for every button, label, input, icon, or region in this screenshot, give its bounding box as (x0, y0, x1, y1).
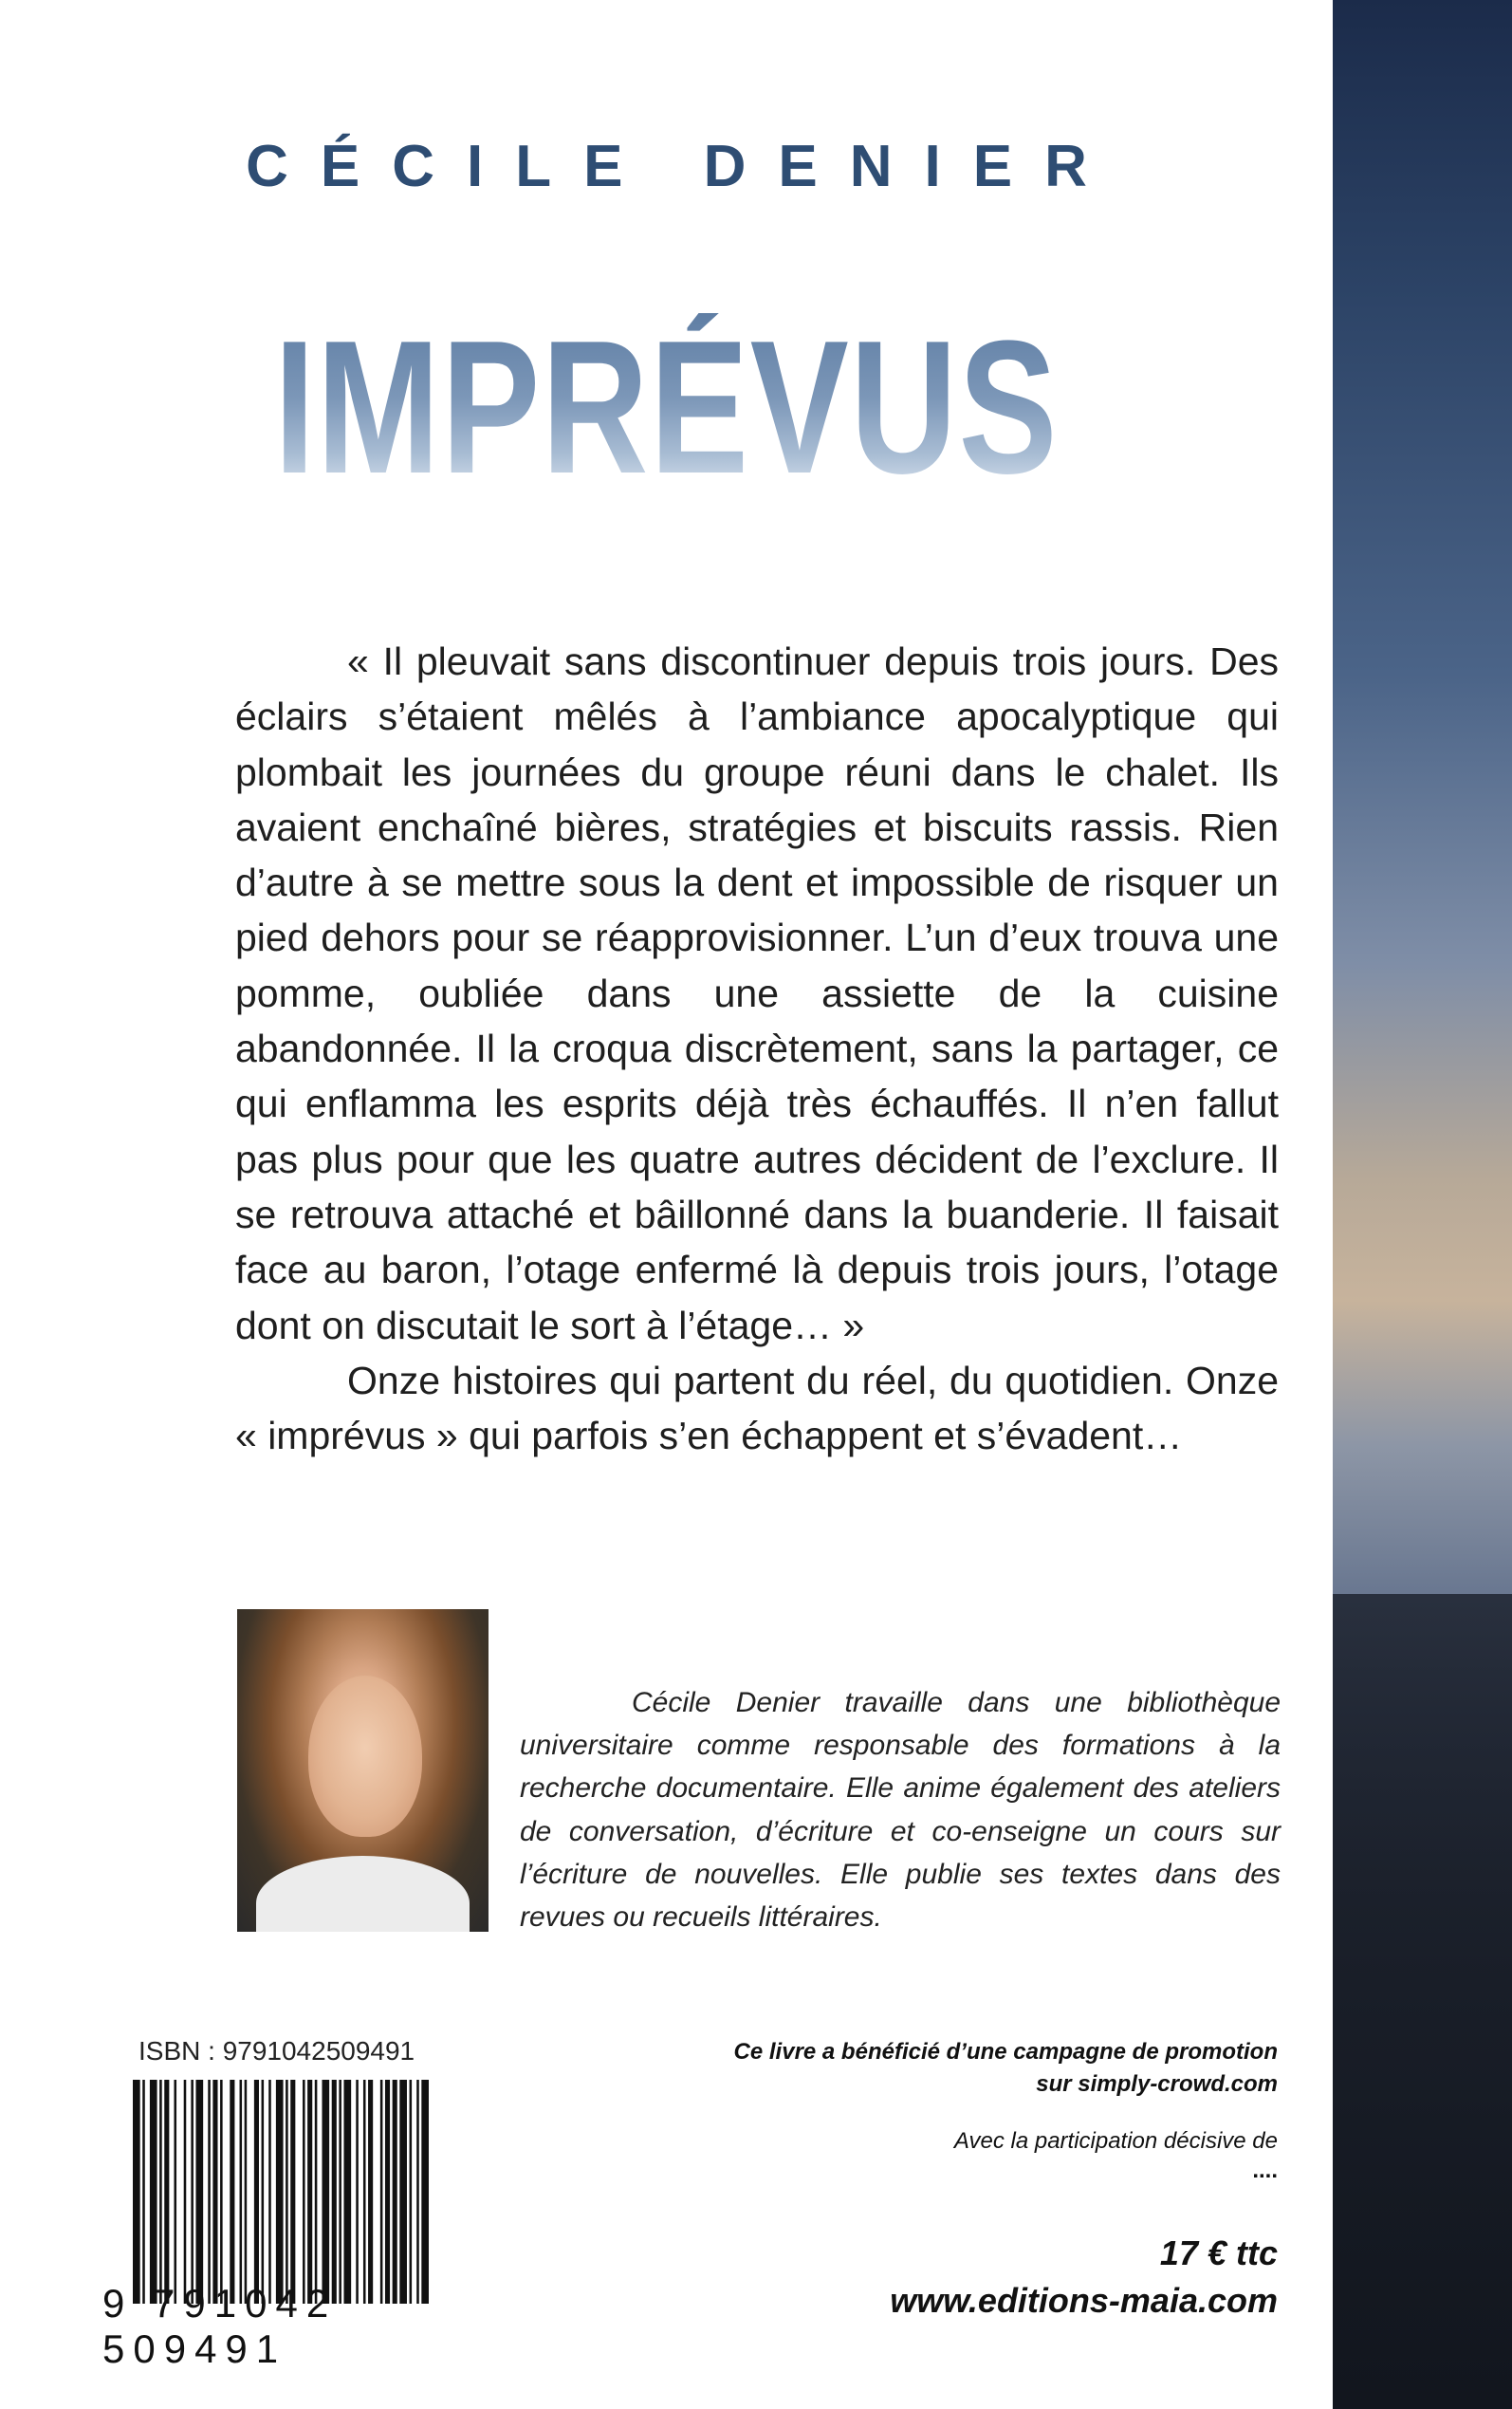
barcode-bar (363, 2080, 366, 2304)
author-photo-face (308, 1676, 422, 1837)
barcode-bar (303, 2080, 305, 2304)
price: 17 € ttc (1159, 2233, 1278, 2272)
book-title: IMPRÉVUS (147, 313, 1187, 503)
barcode-bar (286, 2080, 288, 2304)
promo-line-2: sur simply-crowd.com (1036, 2071, 1278, 2097)
blurb-paragraph-summary: Onze histoires qui partent du réel, du quotidien. Onze « imprévus » qui parfois s’en échappent et s’évadent… (235, 1358, 1279, 1458)
barcode-bar (164, 2080, 169, 2304)
barcode-bar (191, 2080, 194, 2304)
barcode-bar (315, 2080, 318, 2304)
barcode-bar (290, 2080, 295, 2304)
barcode-digits: 9 791042 509491 (102, 2281, 338, 2371)
barcode-bar (220, 2080, 223, 2304)
barcode-bar (240, 2080, 243, 2304)
barcode-bar (268, 2080, 271, 2304)
barcode-bar (142, 2080, 145, 2304)
barcode-bar (416, 2080, 419, 2304)
barcode-bar (356, 2080, 359, 2304)
barcode-bar (245, 2080, 248, 2304)
barcode-bar (368, 2080, 373, 2304)
cover-photo-strip (1333, 0, 1512, 2409)
participation-text: Avec la participation décisive de (953, 2128, 1278, 2154)
isbn-label: ISBN : 9791042509491 (138, 2036, 415, 2066)
author-bio-text: Cécile Denier travaille dans une bibliothèque universitaire comme responsable des formations à la recherche documentaire. Elle anime également des ateliers de conversation, d’écriture et co-enseigne un cours sur l’écriture de nouvelles. Elle publie ses textes dans des revues ou recueils littéraires. (520, 1687, 1281, 1934)
barcode-bar (159, 2080, 162, 2304)
barcode-bar (230, 2080, 234, 2304)
barcode-bar (174, 2080, 176, 2304)
barcode-bar (399, 2080, 407, 2304)
promo-text (614, 2036, 1278, 2101)
barcode-bar (343, 2080, 351, 2304)
author-bio (520, 1681, 1281, 1938)
barcode-bar (184, 2080, 187, 2304)
barcode-bar (150, 2080, 157, 2304)
participation-dots: .... (1252, 2158, 1278, 2183)
barcode-bar (262, 2080, 265, 2304)
barcode-bar (380, 2080, 383, 2304)
barcode-bar (421, 2080, 429, 2304)
barcode-bar (339, 2080, 341, 2304)
blurb (235, 634, 1279, 1463)
barcode-icon (133, 2080, 429, 2304)
barcode-bar (254, 2080, 259, 2304)
barcode-bar (307, 2080, 312, 2304)
barcode-bar (195, 2080, 203, 2304)
mountain-silhouette (1333, 1594, 1512, 2409)
barcode-bar (385, 2080, 390, 2304)
author-photo (237, 1609, 489, 1932)
blurb-paragraph-excerpt: « Il pleuvait sans discontinuer depuis trois jours. Des éclairs s’étaient mêlés à l’ambiance apocalyptique qui plombait les journées du groupe réuni dans le chalet. Ils avaient enchaîné bières, stratégies et biscuits rassis. Rien d’autre à se mettre sous la dent et impossible de risquer un pied dehors pour se réapprovisionner. L’un d’eux trouva une pomme, oubliée dans une assiette de la cuisine abandonnée. Il la croqua discrètement, sans la partager, ce qui enflamma les esprits déjà très échauffés. Il n’en fallut pas plus pour que les quatre autres décident de l’exclure. Il se retrouva attaché et bâillonné dans la buanderie. Il faisait face au baron, l’otage enfermé là depuis trois jours, l’otage dont on discutait le sort à l’étage… » (235, 639, 1279, 1347)
barcode-bar (410, 2080, 413, 2304)
barcode-bar (276, 2080, 284, 2304)
barcode-bar (212, 2080, 217, 2304)
barcode-bar (332, 2080, 337, 2304)
barcode-bar (133, 2080, 140, 2304)
author-photo-shirt (256, 1856, 470, 1932)
publisher-website: www.editions-maia.com (890, 2281, 1278, 2320)
barcode-bar (393, 2080, 397, 2304)
promo-line-1: Ce livre a bénéficié d’une campagne de promotion (733, 2039, 1278, 2065)
barcode-bar (322, 2080, 329, 2304)
author-name: CÉCILE DENIER (246, 134, 1119, 199)
barcode-bar (208, 2080, 211, 2304)
